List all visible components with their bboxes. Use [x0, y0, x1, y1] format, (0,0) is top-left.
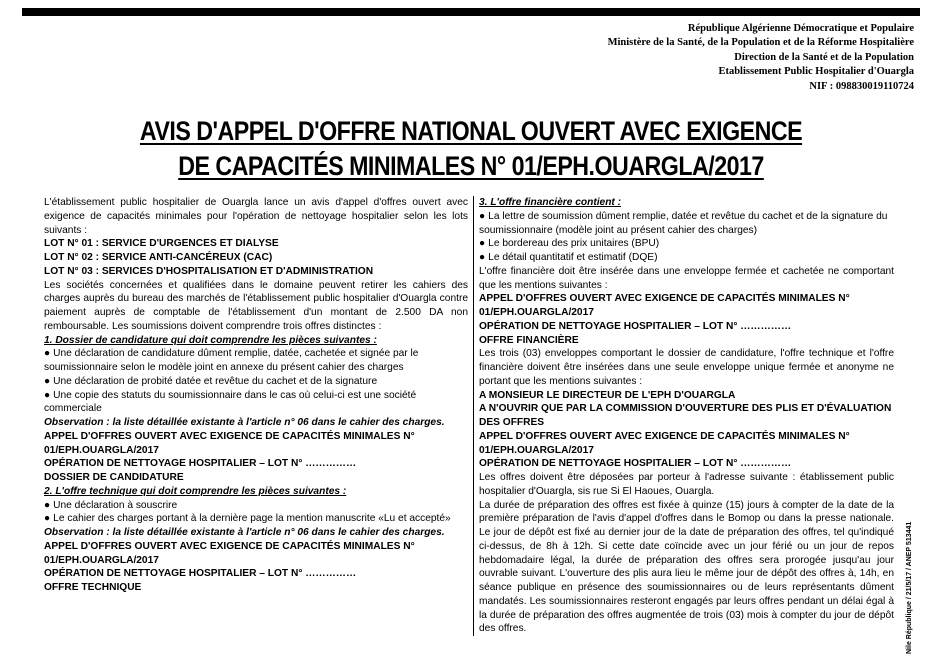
envelope-3-line-1: APPEL D'OFFRES OUVERT AVEC EXIGENCE DE CAPACITÉS MINIMALES N° 01/EPH.OUARGLA/2017 — [479, 293, 850, 318]
envelope-2-line-1: APPEL D'OFFRES OUVERT AVEC EXIGENCE DE CAPACITÉS MINIMALES N° 01/EPH.OUARGLA/2017 — [44, 540, 415, 566]
list-item: ● La lettre de soumission dûment remplie, datée et revêtue du cachet et de la signature du soumissionnaire (modèle joint au présent cahier des charges) — [479, 210, 894, 238]
list-item: ● Une copie des statuts du soumissionnaire dans le cas où celui-ci est une société commerciale — [44, 389, 468, 417]
section-3-title: 3. L'offre financière contient : — [479, 197, 622, 208]
list-item: ● Le bordereau des prix unitaires (BPU) — [479, 237, 894, 251]
section-1-title: 1. Dossier de candidature qui doit comprendre les pièces suivantes : — [44, 334, 377, 346]
deposit-paragraph: Les offres doivent être déposées par porteur à l'adresse suivante : établissement public hospitalier d'Ouargla, sis rue Si El Haoues, Ouargla. — [479, 472, 894, 497]
header-line: Direction de la Santé et de la Population — [734, 51, 914, 63]
address-line-3: APPEL D'OFFRES OUVERT AVEC EXIGENCE DE CAPACITÉS MINIMALES N° 01/EPH.OUARGLA/2017 — [479, 430, 850, 456]
title-line-2: DE CAPACITÉS MINIMALES N° 01/EPH.OUARGLA/2017 — [178, 151, 764, 181]
header-line: Ministère de la Santé, de la Population et de la Réforme Hospitalière — [607, 37, 914, 49]
header-line: Etablissement Public Hospitalier d'Ouargla — [718, 66, 914, 78]
observation-1: Observation : la liste détaillée existante à l'article n° 06 dans le cahier des charges. — [44, 417, 445, 428]
list-item: ● Une déclaration à souscrire — [44, 499, 468, 513]
publication-reference: Nile République / 21/5/17 / ANEP 513441 — [906, 521, 913, 654]
list-item: ● Le cahier des charges portant à la dernière page la mention manuscrite «Lu et accepté» — [44, 512, 468, 526]
address-line-1: A MONSIEUR LE DIRECTEUR DE L'EPH D'OUARGLA — [479, 389, 736, 401]
header-line: République Algérienne Démocratique et Populaire — [687, 23, 914, 34]
intro-paragraph: L'établissement public hospitalier de Ouargla lance un avis d'appel d'offres ouvert avec exigence de capacités minimales pour l'opération de nettoyage hospitalier selon les lots suivants : — [44, 197, 468, 236]
outer-envelope-paragraph: Les trois (03) enveloppes comportant le dossier de candidature, l'offre technique et l'offre financière doivent être insérées dans une seule enveloppe unique fermée et anonyme ne portant que les mentions suivantes : — [479, 348, 894, 387]
envelope-1-line-2: OPÉRATION DE NETTOYAGE HOSPITALIER – LOT N° …………… — [44, 458, 357, 470]
notice-title — [85, 114, 857, 184]
section-2-title: 2. L'offre technique qui doit comprendre les pièces suivantes : — [44, 485, 347, 497]
envelope-3-line-2: OPÉRATION DE NETTOYAGE HOSPITALIER – LOT N° …………… — [479, 320, 792, 332]
list-item: ● Une déclaration de probité datée et revêtue du cachet et de la signature — [44, 375, 468, 389]
top-rule — [22, 8, 920, 16]
lot-3: LOT N° 03 : SERVICES D'HOSPITALISATION ET D'ADMINISTRATION — [44, 265, 374, 277]
left-column — [44, 196, 468, 595]
conditions-paragraph: Les sociétés concernées et qualifiées dans le domaine peuvent retirer les cahiers des charges auprès du bureau des marchés de l'établissement public hospitalier d'Ouargla contre paiement auprès de comptable de l'établissement d'un montant de 2.500 DA non remboursable. Les soumissions doivent comprendre trois offres distinctes : — [44, 279, 468, 332]
address-line-4: OPÉRATION DE NETTOYAGE HOSPITALIER – LOT N° …………… — [479, 458, 792, 470]
envelope-3-line-3: OFFRE FINANCIÈRE — [479, 334, 579, 346]
column-divider — [473, 196, 474, 636]
envelope-2-line-3: OFFRE TECHNIQUE — [44, 582, 142, 593]
nif-line: NIF : 098830019110724 — [809, 80, 914, 92]
right-column — [479, 196, 894, 636]
timeline-paragraph: La durée de préparation des offres est fixée à quinze (15) jours à compter de la date de la première préparation de l'avis d'appel d'offres dans le Bomop ou dans la presse nationale. Le jour de dépôt est fixé au dernier jour de la date de préparation des offres, tel qu'indiqué ci-dessus, de 8h à 12h. Si cette date coïncide avec un jour férié ou un jour de repos hebdomadaire légal, la durée de préparation des offres sera prorogée jusqu'au jour ouvrable suivant. L'ouverture des plis aura lieu le même jour de dépôt des offres à, 14h, en séance publique en présence des soumissionnaires ou de leurs représentants dûment mandatés. Les soumissionnaires resteront engagés par leurs offres pendant un délai égal à la durée de préparation des offres augmentée de trois (03) mois à compter du jour de dépôt des offres. — [479, 499, 894, 635]
lot-2: LOT N° 02 : SERVICE ANTI-CANCÉREUX (CAC) — [44, 252, 273, 263]
envelope-1-line-3: DOSSIER DE CANDIDATURE — [44, 472, 184, 483]
envelope-1-line-1: APPEL D'OFFRES OUVERT AVEC EXIGENCE DE CAPACITÉS MINIMALES N° 01/EPH.OUARGLA/2017 — [44, 430, 415, 456]
address-line-2: A N'OUVRIR QUE PAR LA COMMISSION D'OUVERTURE DES PLIS ET D'ÉVALUATION DES OFFRES — [479, 403, 892, 428]
list-item: ● Une déclaration de candidature dûment remplie, datée, cachetée et signée par le soumissionnaire selon le modèle joint en annexe du présent cahier des charges — [44, 347, 468, 375]
issuer-header — [608, 22, 914, 94]
observation-2: Observation : la liste détaillée existante à l'article n° 06 dans le cahier des charges. — [44, 527, 445, 538]
lot-1: LOT N° 01 : SERVICE D'URGENCES ET DIALYSE — [44, 238, 279, 250]
envelope-2-line-2: OPÉRATION DE NETTOYAGE HOSPITALIER – LOT N° …………… — [44, 568, 357, 580]
financial-envelope-paragraph: L'offre financière doit être insérée dans une enveloppe fermée et cachetée ne comportant que les mentions suivantes : — [479, 265, 894, 291]
title-line-1: AVIS D'APPEL D'OFFRE NATIONAL OUVERT AVEC EXIGENCE — [139, 116, 803, 146]
list-item: ● Le détail quantitatif et estimatif (DQE) — [479, 251, 894, 265]
